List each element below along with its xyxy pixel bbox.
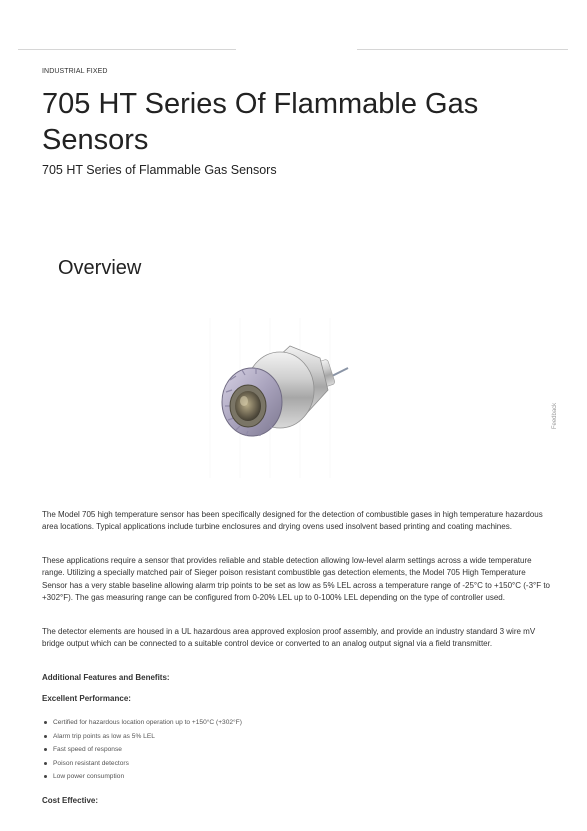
list-item: Poison resistant detectors (42, 757, 242, 771)
cost-effective-heading: Cost Effective: (42, 796, 99, 805)
feedback-tab[interactable] (550, 398, 560, 434)
description-paragraph-3: The detector elements are housed in a UL hazardous area approved explosion proof assembly, and provide an industry standard 3 wire mV bridge output which can be connected to a suitable control device or converted to an analog output signal via a field transmitter. (42, 627, 536, 649)
performance-heading: Excellent Performance: (42, 694, 131, 703)
list-item: Fast speed of response (42, 743, 242, 757)
header-divider-left (18, 49, 236, 50)
overview-heading: Overview (58, 257, 142, 279)
description-paragraph-2: These applications require a sensor that provides reliable and stable detection allowing low-level alarm settings across a wide temperature range. Utilizing a specially matched pair of Sieger poison resistant combustible gas detection elements, the Model 705 High Temperature Sensor has a very stable baseline allowing alarm trip points to be set as low as 5% LEL across a temperature range of -25°C to +150°C (-3°F to +302°F). The gas measuring range can be configured from 0-20% LEL up to 0-100% LEL depending on the type of controller used. (42, 556, 551, 603)
description-paragraph-1: The Model 705 high temperature sensor has been specifically designed for the detection of combustible gases in high temperature hazardous area locations. Typical applications include turbine enclosures and drying ovens used insolvent based printing and coating machines. (42, 510, 543, 532)
list-item: Low power consumption (42, 770, 242, 784)
additional-features-heading: Additional Features and Benefits: (42, 673, 170, 682)
page-title: 705 HT Series Of Flammable Gas Sensors (42, 88, 479, 156)
gas-sensor-product-icon (190, 318, 360, 478)
list-item: Alarm trip points as low as 5% LEL (42, 730, 242, 744)
breadcrumb[interactable]: INDUSTRIAL FIXED (42, 68, 108, 75)
list-item: Certified for hazardous location operation up to +150°C (+302°F) (42, 716, 242, 730)
feedback-label: Feedback (552, 402, 558, 430)
header-divider-right (357, 49, 568, 50)
performance-feature-list (42, 716, 242, 784)
page-subtitle: 705 HT Series of Flammable Gas Sensors (42, 163, 277, 177)
